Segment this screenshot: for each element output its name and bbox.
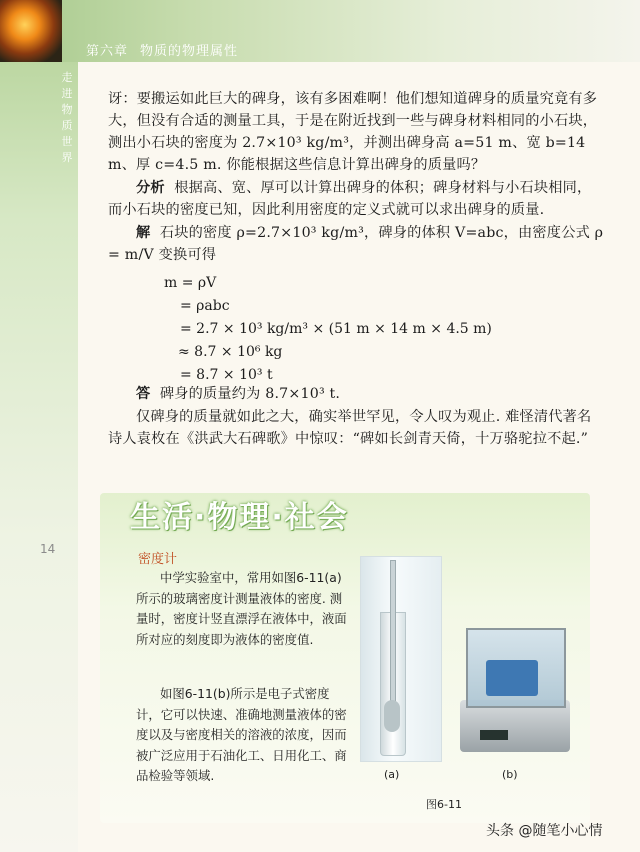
feature-heading: 密度计: [138, 552, 178, 567]
equation-line-5: = 8.7 × 10³ t: [180, 367, 273, 383]
paragraph-analysis: [108, 177, 604, 221]
side-strip: [0, 62, 78, 852]
equation-line-1: m = ρV: [164, 275, 217, 291]
paragraph-closing: 仅碑身的质量就如此之大，确实举世罕见，令人叹为观止. 难怪清代著名诗人袁枚在《洪武大石碑歌》中惊叹：“碑如长剑青天倚，十万骆驼拉不起.”: [108, 409, 592, 447]
caption-a: (a): [384, 768, 400, 781]
electronic-densimeter-display: [480, 730, 508, 740]
solution-label: 解: [136, 225, 151, 241]
paragraph-answer: [136, 383, 632, 405]
paragraph-solution: [108, 222, 604, 266]
page-number: 14: [40, 542, 56, 556]
feature-paragraph-2: 如图6-11(b)所示是电子式密度计，它可以快速、准确地测量液体的密度以及与密度相关的溶液的浓度，因而被广泛应用于石油化工、日用化工、商品检验等领域.: [136, 686, 347, 783]
globe-icon: [0, 0, 62, 62]
header-band: [0, 0, 640, 62]
analysis-label: 分析: [136, 180, 165, 196]
answer-label: 答: [136, 386, 151, 402]
paragraph-intro: 讶：要搬运如此巨大的碑身，该有多困难啊！他们想知道碑身的质量究竟有多大，但没有合适的测量工具，于是在附近找到一些与碑身材料相同的小石块，测出小石块的密度为 2.7×10³ kg/m³，并测出碑身高 a=51 m、宽 b=14 m、厚 c=4.5 m. 你能根据这些信息计算出碑身的质量吗？: [108, 91, 598, 173]
equation-line-3: = 2.7 × 10³ kg/m³ × (51 m × 14 m × 4.5 m): [180, 321, 492, 337]
equation-line-2: = ρabc: [180, 298, 230, 314]
watermark: 头条 @随笔小心情: [486, 823, 603, 839]
chapter-header: [86, 40, 250, 59]
chapter-title: 物质的物理属性: [140, 44, 239, 59]
equation-line-4: ≈ 8.7 × 10⁶ kg: [178, 344, 283, 360]
chapter-number: 第六章: [86, 44, 129, 59]
answer-text: 碑身的质量约为 8.7×10³ t.: [159, 386, 341, 402]
feature-banner: 生活·物理·社会: [130, 500, 349, 535]
electronic-densimeter-beaker: [486, 660, 538, 696]
feature-paragraph-1: 中学实验室中，常用如图6-11(a)所示的玻璃密度计测量液体的密度. 测量时，密度计竖直漂浮在液体中，液面所对应的刻度即为液体的密度值.: [136, 570, 347, 647]
analysis-text: 根据高、宽、厚可以计算出碑身的体积；碑身材料与小石块相同，而小石块的密度已知，因此利用密度的定义式就可以求出碑身的质量.: [108, 180, 592, 218]
figure-label: 图6-11: [426, 798, 462, 811]
caption-b: (b): [502, 768, 518, 781]
side-label: 走进物质世界: [61, 71, 73, 164]
solution-text: 石块的密度 ρ=2.7×10³ kg/m³，碑身的体积 V=abc，由密度公式 ρ = m/V 变换可得: [108, 225, 604, 263]
hydrometer-bulb: [384, 700, 400, 732]
